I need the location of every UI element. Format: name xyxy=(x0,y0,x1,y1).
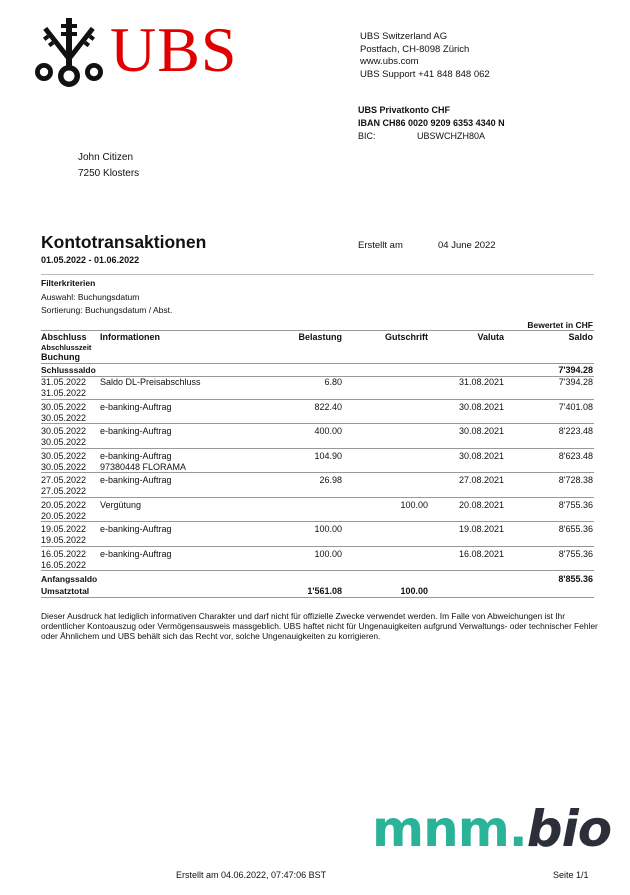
saldo-amount: 8'655.36 xyxy=(558,524,593,534)
total-credit: 100.00 xyxy=(400,586,428,596)
valuta-date: 30.08.2021 xyxy=(458,426,504,436)
booking-date: 20.05.2022 xyxy=(41,499,87,510)
valuta-date: 27.08.2021 xyxy=(458,475,504,485)
opening-balance-row xyxy=(41,573,594,585)
opening-saldo: 8'855.36 xyxy=(558,574,593,584)
watermark-part1: mnm. xyxy=(372,800,527,858)
transaction-info: e-banking-Auftrag xyxy=(100,401,172,412)
footer-created: Erstellt am 04.06.2022, 07:47:06 BST xyxy=(176,870,327,880)
closing-label: Schlusssaldo xyxy=(41,365,96,375)
valued-in-label: Bewertet in CHF xyxy=(527,320,593,330)
saldo-amount: 8'223.48 xyxy=(558,426,593,436)
filter-sorting: Sortierung: Buchungsdatum / Abst. xyxy=(41,305,173,315)
closing-saldo: 7'394.28 xyxy=(558,365,593,375)
transaction-info: e-banking-Auftrag xyxy=(100,426,172,436)
table-row xyxy=(41,424,594,449)
table-row xyxy=(41,400,594,425)
closing-date: 27.05.2022 xyxy=(41,486,87,496)
closing-date: 16.05.2022 xyxy=(41,559,87,570)
saldo-amount: 8'755.36 xyxy=(558,499,593,510)
filter-criteria xyxy=(41,277,172,318)
closing-date: 19.05.2022 xyxy=(41,535,87,545)
col-header-info: Informationen xyxy=(100,332,160,342)
col-header-gutschrift: Gutschrift xyxy=(384,332,428,342)
bank-postal: Postfach, CH-8098 Zürich xyxy=(360,43,470,55)
booking-date: 30.05.2022 xyxy=(41,450,87,461)
debit-amount: 100.00 xyxy=(314,548,342,559)
table-row xyxy=(41,449,594,474)
col-header-abschluss: Abschluss xyxy=(41,332,87,342)
account-info xyxy=(358,104,505,143)
transaction-info: e-banking-Auftrag xyxy=(100,475,172,485)
table-row xyxy=(41,522,594,547)
opening-label: Anfangssaldo xyxy=(41,574,98,584)
bank-name: UBS Switzerland AG xyxy=(360,31,448,42)
filter-title: Filterkriterien xyxy=(41,278,96,288)
booking-date: 27.05.2022 xyxy=(41,475,87,485)
recipient-address xyxy=(78,150,139,182)
table-row xyxy=(41,547,594,572)
debit-amount: 100.00 xyxy=(314,524,342,534)
total-debit: 1'561.08 xyxy=(307,586,342,596)
col-header-belastung: Belastung xyxy=(298,332,342,342)
closing-date: 20.05.2022 xyxy=(41,510,87,521)
transaction-info-detail: 97380448 FLORAMA xyxy=(100,461,187,472)
recipient-city: 7250 Klosters xyxy=(78,168,140,179)
booking-date: 16.05.2022 xyxy=(41,548,87,559)
account-iban: IBAN CH86 0020 9209 6353 4340 N xyxy=(358,118,505,128)
col-header-valuta: Valuta xyxy=(477,332,504,342)
transaction-info: e-banking-Auftrag xyxy=(100,524,172,534)
bank-support: UBS Support +41 848 848 062 xyxy=(360,68,490,80)
total-label: Umsatztotal xyxy=(41,586,90,596)
bank-address xyxy=(360,31,490,81)
debit-amount: 104.90 xyxy=(314,450,342,461)
saldo-amount: 8'755.36 xyxy=(558,548,593,559)
closing-date: 30.05.2022 xyxy=(41,461,87,472)
closing-date: 30.05.2022 xyxy=(41,437,87,447)
filter-selection: Auswahl: Buchungsdatum xyxy=(41,291,140,302)
disclaimer: Dieser Ausdruck hat lediglich informativen Charakter und darf nicht für offizielle Zwecke verwendet werden. Im Falle von Abweichungen ist Ihr ordentlicher Kontoauszug oder Vermögensausweis massgeblich. UBS haftet nicht für Ungenauigkeiten aufgrund Verwaltungs- oder technischer Fehler oder Ähnlichem und UBS behält sich das Recht vor, solche Ungenauigkeiten zu korrigieren. xyxy=(41,611,598,641)
closing-date: 31.05.2022 xyxy=(41,388,87,398)
closing-date: 30.05.2022 xyxy=(41,412,87,423)
created-date: 04 June 2022 xyxy=(438,240,496,251)
debit-amount: 822.40 xyxy=(314,401,342,412)
watermark-logo xyxy=(372,800,611,858)
account-bic-line xyxy=(358,130,505,143)
valuta-date: 30.08.2021 xyxy=(458,401,504,412)
debit-amount: 400.00 xyxy=(314,426,342,436)
valuta-date: 19.08.2021 xyxy=(458,524,504,534)
booking-date: 30.05.2022 xyxy=(41,401,87,412)
booking-date: 19.05.2022 xyxy=(41,524,87,534)
valuta-date: 16.08.2021 xyxy=(458,548,504,559)
booking-date: 31.05.2022 xyxy=(41,377,87,387)
total-row xyxy=(41,585,594,598)
created-label: Erstellt am xyxy=(358,240,403,251)
recipient-name: John Citizen xyxy=(78,152,134,163)
credit-amount: 100.00 xyxy=(400,499,428,510)
table-row xyxy=(41,375,594,400)
col-header-buchung: Buchung xyxy=(41,352,80,362)
saldo-amount: 8'728.38 xyxy=(558,475,593,485)
valuta-date: 30.08.2021 xyxy=(458,450,504,461)
booking-date: 30.05.2022 xyxy=(41,426,87,436)
col-header-saldo: Saldo xyxy=(568,332,593,342)
valuta-date: 20.08.2021 xyxy=(458,499,504,510)
ubs-logo xyxy=(34,14,244,90)
bic-label: BIC: xyxy=(358,131,376,141)
transaction-info: Saldo DL-Preisabschluss xyxy=(100,377,201,387)
transaction-info: Vergütung xyxy=(100,499,142,510)
valuta-date: 31.08.2021 xyxy=(458,377,504,387)
table-row xyxy=(41,498,594,523)
transaction-info: e-banking-Auftrag xyxy=(100,548,172,559)
saldo-amount: 8'623.48 xyxy=(558,450,593,461)
debit-amount: 6.80 xyxy=(324,377,342,387)
divider xyxy=(41,274,594,275)
ubs-wordmark: UBS xyxy=(110,14,238,85)
bank-website: www.ubs.com xyxy=(360,56,419,67)
transaction-info: e-banking-Auftrag xyxy=(100,450,172,461)
statement-period: 01.05.2022 - 01.06.2022 xyxy=(41,255,140,265)
saldo-amount: 7'401.08 xyxy=(558,401,593,412)
account-name: UBS Privatkonto CHF xyxy=(358,105,451,115)
table-row xyxy=(41,473,594,498)
footer-page-number: Seite 1/1 xyxy=(553,870,589,880)
debit-amount: 26.98 xyxy=(319,475,342,485)
table-top-rule xyxy=(41,330,594,331)
watermark-part2: bio xyxy=(526,800,612,858)
page-title: Kontotransaktionen xyxy=(41,232,207,252)
bic-value: UBSWCHZH80A xyxy=(417,131,486,141)
three-keys-icon xyxy=(34,14,104,90)
col-header-abschlusszeit: Abschlusszeit xyxy=(41,343,92,352)
saldo-amount: 7'394.28 xyxy=(558,377,593,387)
